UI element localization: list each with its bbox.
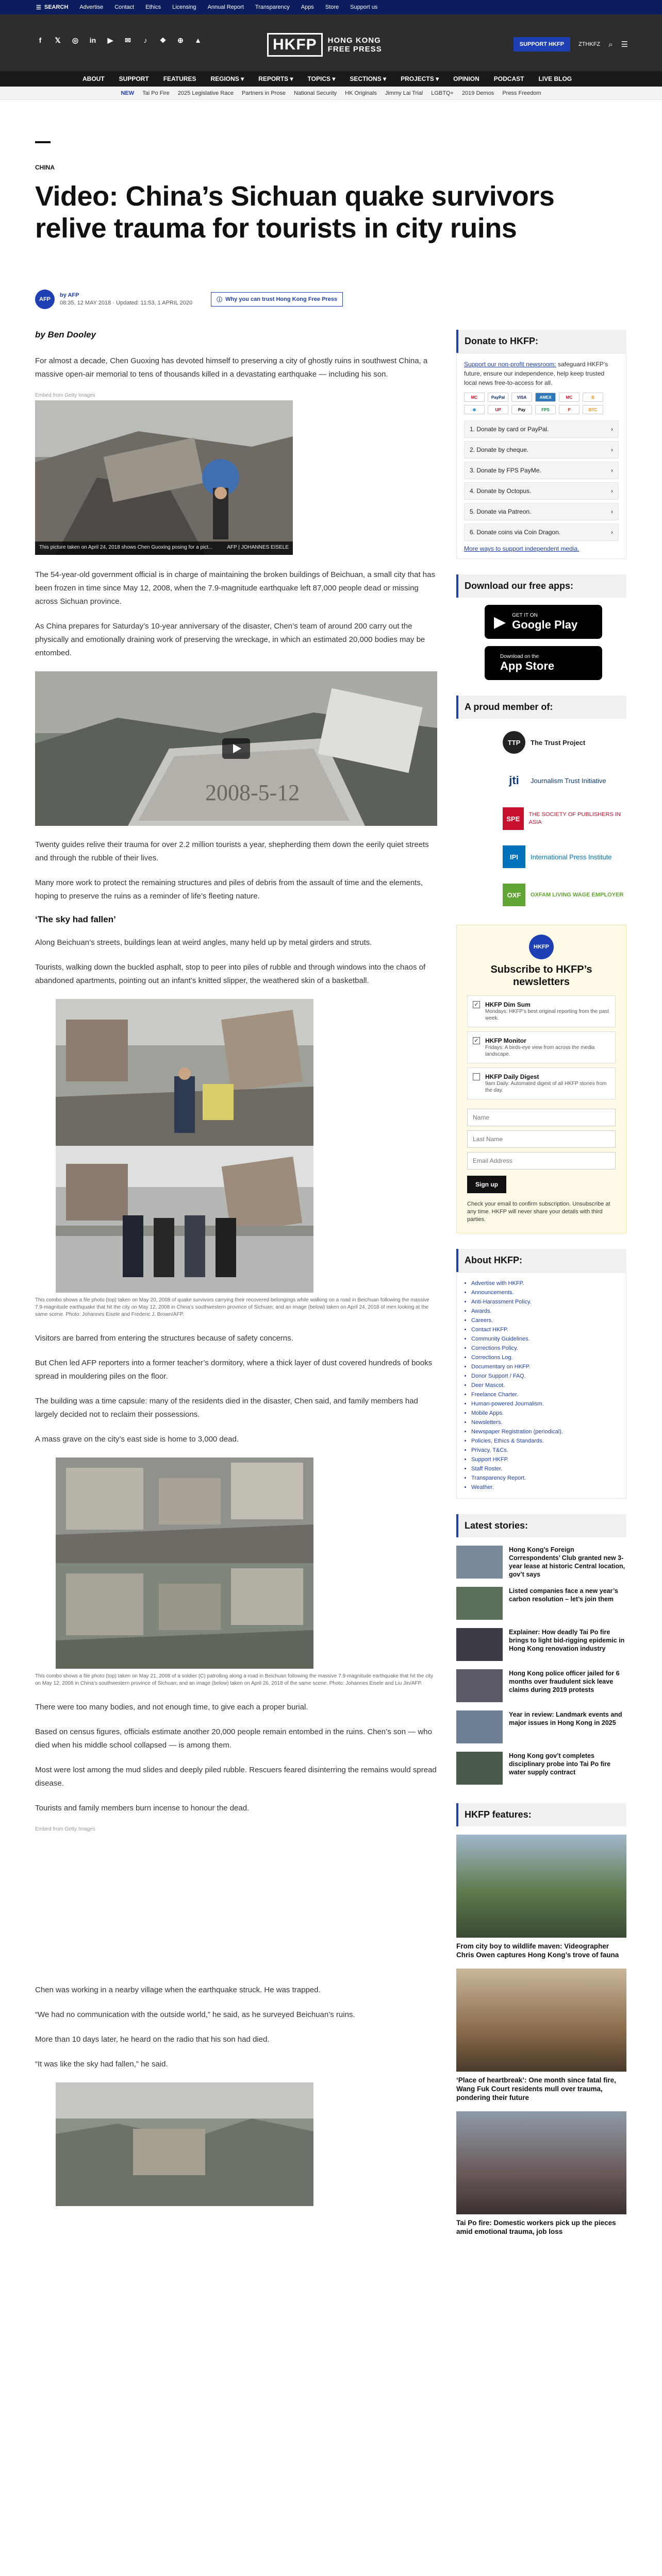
- topbar-link[interactable]: Ethics: [145, 4, 161, 10]
- youtube-icon[interactable]: ▶: [107, 36, 113, 44]
- nav-item[interactable]: ABOUT: [82, 75, 105, 82]
- trust-link[interactable]: [211, 292, 343, 307]
- newsletter-option-desc: Fridays: A birds-eye view from across the media landscape.: [485, 1045, 595, 1057]
- member-name: Journalism Trust Initiative: [531, 776, 606, 785]
- latest-story-title: Explainer: How deadly Tai Po fire brings to light bid-rigging epidemic in Hong Kong renovation industry: [509, 1629, 625, 1652]
- about-link[interactable]: • Weather.: [471, 1483, 620, 1492]
- paragraph: There were too many bodies, and not enough time, to give each a proper burial.: [35, 1703, 308, 1711]
- paragraph: A mass grave on the city’s east side is home to 3,000 dead.: [35, 1435, 239, 1444]
- trending-item[interactable]: HK Originals: [345, 90, 377, 96]
- nav-item[interactable]: FEATURES: [163, 75, 196, 82]
- member-name: International Press Institute: [531, 853, 612, 861]
- about-link[interactable]: • Community Guidelines.: [471, 1334, 620, 1344]
- tiktok-icon[interactable]: ♪: [143, 36, 147, 44]
- topbar-link[interactable]: Annual Report: [207, 4, 244, 10]
- about-link[interactable]: • Deer Mascot.: [471, 1381, 620, 1390]
- latest-story[interactable]: [456, 1669, 626, 1702]
- about-link[interactable]: • Privacy, T&Cs.: [471, 1446, 620, 1455]
- donate-option[interactable]: [464, 420, 619, 438]
- latest-thumb: [456, 1546, 503, 1579]
- feature-image: [456, 1835, 626, 1938]
- about-link[interactable]: • Mobile Apps.: [471, 1409, 620, 1418]
- newsletter-logo: HKFP: [529, 935, 554, 959]
- about-link[interactable]: • Newspaper Registration (periodical).: [471, 1427, 620, 1436]
- about-link[interactable]: • Corrections Policy.: [471, 1344, 620, 1353]
- about-link[interactable]: • Advertise with HKFP.: [471, 1279, 620, 1288]
- embed-credit: Embed from Getty Images: [35, 1826, 95, 1832]
- member-name: The Trust Project: [531, 738, 586, 747]
- nav-item[interactable]: PODCAST: [493, 75, 524, 82]
- photo-inner-caption: [35, 541, 293, 555]
- paragraph: “It was like the sky had fallen,” he said.: [35, 2060, 168, 2069]
- newsletter-signup: [456, 925, 626, 1233]
- paragraph: “We had no communication with the outside world,” he said, as he surveyed Beichuan’s ruins.: [35, 2010, 355, 2019]
- paragraph: Tourists, walking down the buckled asphalt, stop to peer into piles of rubble and through windows into the chaos of abandoned apartments, pointing out an infant’s knitted slipper, the weathered skin of a basketball.: [35, 963, 426, 985]
- bluesky-icon[interactable]: ▲: [194, 36, 202, 44]
- latest-story-title: Listed companies face a new year’s carbon resolution – let’s join them: [509, 1587, 618, 1603]
- trust-link-label: Why you can trust Hong Kong Free Press: [225, 296, 338, 302]
- apps-title: Download our free apps:: [456, 574, 626, 598]
- byline-date: 08:35, 12 MAY 2018: [60, 300, 111, 306]
- paragraph: Visitors are barred from entering the structures because of safety concerns.: [35, 1334, 293, 1343]
- jti-logo: jti: [509, 774, 519, 787]
- topbar-link[interactable]: Licensing: [172, 4, 196, 10]
- byline-updated: Updated: 11:53, 1 APRIL 2020: [116, 300, 193, 306]
- about-link[interactable]: • Awards.: [471, 1307, 620, 1316]
- payment-methods: [464, 393, 619, 414]
- feature-title: ‘Place of heartbreak’: One month since fatal fire, Wang Fuk Court residents mull over trauma, pondering their future: [456, 2076, 616, 2102]
- donate-option[interactable]: [464, 441, 619, 459]
- email-input[interactable]: [467, 1152, 616, 1170]
- nav-item[interactable]: OPINION: [453, 75, 479, 82]
- donate-option-label: 5. Donate via Patreon.: [470, 508, 532, 515]
- topbar-link[interactable]: Advertise: [79, 4, 104, 10]
- topbar-search-label: SEARCH: [44, 4, 69, 10]
- newsletter-option-name: HKFP Monitor: [485, 1037, 526, 1044]
- checkbox[interactable]: ✓: [473, 1037, 480, 1044]
- about-link[interactable]: • Documentary on HKFP.: [471, 1362, 620, 1371]
- about-link[interactable]: • Careers.: [471, 1316, 620, 1325]
- google-play-big: Google Play: [512, 618, 578, 631]
- feature-story[interactable]: [456, 1835, 626, 1959]
- paragraph: More than 10 days later, he heard on the radio that his son had died.: [35, 2035, 270, 2044]
- trending-label: NEW: [121, 90, 135, 96]
- hamburger-icon: ☰: [36, 4, 41, 11]
- logo-mark: HKFP: [267, 33, 323, 57]
- latest-thumb: [456, 1587, 503, 1620]
- nav-item[interactable]: REPORTS ▾: [258, 75, 293, 82]
- about-link[interactable]: • Transparency Report.: [471, 1473, 620, 1483]
- member-name: THE SOCIETY OF PUBLISHERS IN ASIA: [528, 811, 621, 825]
- donate-option-label: 6. Donate coins via Coin Dragon.: [470, 529, 561, 536]
- about-links: [456, 1272, 626, 1499]
- trending-item[interactable]: LGBTQ+: [431, 90, 454, 96]
- about-link[interactable]: • Announcements.: [471, 1288, 620, 1297]
- oxfam-logo: OXF: [503, 884, 525, 906]
- article-body: [35, 330, 437, 2206]
- latest-story-title: Hong Kong’s Foreign Correspondents’ Club granted new 3-year lease at historic Central location, gov’t says: [509, 1546, 625, 1578]
- trending-item[interactable]: Press Freedom: [502, 90, 541, 96]
- combo-photo-1[interactable]: [56, 999, 313, 1293]
- newsletter-option-desc: 9am Daily: Automated digest of all HKFP stories from the day.: [485, 1081, 607, 1093]
- feature-story[interactable]: [456, 1969, 626, 2102]
- chevron-right-icon: ›: [611, 487, 613, 495]
- chevron-right-icon: ›: [611, 508, 613, 515]
- video-player[interactable]: [35, 671, 437, 826]
- paypal-icon: PayPal: [488, 393, 508, 402]
- latest-story-title: Hong Kong police officer jailed for 6 months over fraudulent sick leave claims during 2019 protests: [509, 1670, 620, 1693]
- header-actions: [514, 37, 628, 52]
- apple-pay-icon: Pay: [511, 405, 532, 414]
- logo-subtitle-2: FREE PRESS: [327, 45, 382, 54]
- paragraph: Chen was working in a nearby village when the earthquake struck. He was trapped.: [35, 1986, 321, 1994]
- payme-icon: P: [559, 405, 580, 414]
- facebook-icon[interactable]: f: [39, 36, 42, 44]
- crypto-icon: BTC: [583, 405, 603, 414]
- app-store-small: Download on the: [500, 653, 539, 659]
- about-link[interactable]: • Anti-Harassment Policy.: [471, 1297, 620, 1307]
- logo-subtitle-1: HONG KONG: [327, 36, 381, 45]
- menu-icon[interactable]: ☰: [621, 40, 628, 49]
- info-icon: ⓘ: [217, 297, 223, 303]
- app-store-button[interactable]: [485, 646, 602, 680]
- chevron-right-icon: ›: [611, 426, 613, 433]
- trending-item[interactable]: 2025 Legislative Race: [177, 90, 234, 96]
- combo-photo-2[interactable]: [56, 1458, 313, 1669]
- maestro-icon: MC: [559, 393, 580, 402]
- category-rule: [35, 141, 51, 143]
- newsletter-option[interactable]: [467, 1067, 616, 1099]
- trending-item[interactable]: Partners in Prose: [241, 90, 286, 96]
- donate-option[interactable]: [464, 523, 619, 541]
- combo-photo-2-image: [56, 1458, 313, 1669]
- nav-item[interactable]: LIVE BLOG: [538, 75, 572, 82]
- photo-caption: This combo shows a file photo (top) taken on May 21, 2008 of a soldier (C) patrolling along a road in Beichuan following the massive 7.9-magnitude earthquake that hit the city on May 12, 2008 in China’s southwestern province of Sichuan; and an image (below) taken on April 26, 2018 of the same scene. Photo: Johannes Eisele and Liu Jin/AFP.: [35, 1673, 434, 1686]
- trending-item[interactable]: Tai Po Fire: [142, 90, 170, 96]
- photo-chen-guoxing[interactable]: [35, 400, 293, 555]
- name-input[interactable]: [467, 1109, 616, 1126]
- author-avatar: AFP: [35, 290, 55, 309]
- newsletter-title: Subscribe to HKFP’s newsletters: [490, 964, 592, 988]
- latest-thumb: [456, 1710, 503, 1743]
- google-play-small: GET IT ON: [512, 612, 538, 618]
- combo-photo-1-image: [56, 999, 313, 1293]
- photo-inner-caption-text: This picture taken on April 24, 2018 shows Chen Guoxing posing for a pict...: [39, 545, 213, 550]
- donate-box: [456, 353, 626, 559]
- donate-option-label: 4. Donate by Octopus.: [470, 487, 532, 495]
- latest-story[interactable]: [456, 1546, 626, 1579]
- about-link[interactable]: • Donor Support / FAQ.: [471, 1371, 620, 1381]
- trending-item[interactable]: Jimmy Lai Trial: [385, 90, 423, 96]
- member-jti[interactable]: [503, 766, 626, 795]
- ipi-logo: IPI: [503, 845, 525, 868]
- more-ways-link[interactable]: More ways to support independent media.: [464, 545, 580, 552]
- donate-option-label: 2. Donate by cheque.: [470, 446, 529, 453]
- latest-story-title: Year in review: Landmark events and major issues in Hong Kong in 2025: [509, 1711, 622, 1726]
- photo-image: [35, 400, 293, 555]
- newsletter-option-name: HKFP Dim Sum: [485, 1001, 531, 1008]
- about-link[interactable]: • Corrections Log.: [471, 1353, 620, 1362]
- topbar-link[interactable]: Contact: [114, 4, 135, 10]
- checkbox[interactable]: [473, 1073, 480, 1080]
- latest-story[interactable]: [456, 1710, 626, 1743]
- newsletter-option-name: HKFP Daily Digest: [485, 1073, 539, 1080]
- newsletter-option[interactable]: [467, 995, 616, 1027]
- topbar-link[interactable]: Apps: [301, 4, 314, 10]
- diners-icon: ⊕: [464, 405, 485, 414]
- bitcoin-b-icon: B: [583, 393, 603, 402]
- byline-author[interactable]: by AFP: [60, 292, 79, 298]
- linkedin-icon[interactable]: in: [89, 36, 96, 44]
- visa-icon: VISA: [511, 393, 532, 402]
- chevron-right-icon: ›: [611, 446, 613, 453]
- topbar-link[interactable]: Transparency: [255, 4, 290, 10]
- paragraph: For almost a decade, Chen Guoxing has devoted himself to preserving a city of ghostly ruins in southwest China, a massive open-air memorial to tens of thousands killed in a devastating earthquake — including his son.: [35, 357, 428, 379]
- x-twitter-icon[interactable]: 𝕏: [55, 36, 61, 44]
- donate-option[interactable]: [464, 462, 619, 479]
- donate-intro-text: safeguard HKFP’s future, ensure our independence, help keep trusted local news free-to-access for all.: [464, 361, 608, 386]
- paragraph: The building was a time capsule: many of the residents died in the disaster, Chen said, and family members had largely decided not to reclaim their possessions.: [35, 1397, 418, 1419]
- byline: [35, 290, 343, 309]
- topbar-link[interactable]: Support us: [350, 4, 378, 10]
- latest-story[interactable]: [456, 1752, 626, 1785]
- embed-credit: Embed from Getty Images: [35, 393, 95, 398]
- donate-title: Donate to HKFP:: [456, 330, 626, 353]
- main-nav: [0, 71, 662, 87]
- nav-item[interactable]: SUPPORT: [119, 75, 149, 82]
- paragraph: Tourists and family members burn incense to honour the dead.: [35, 1804, 250, 1812]
- paragraph: Based on census figures, officials estimate another 20,000 people remain entombed in the ruins. Chen’s son — who died when his middle school collapsed — is among them.: [35, 1727, 432, 1750]
- chevron-right-icon: ›: [611, 467, 613, 474]
- search-icon[interactable]: ⌕: [608, 40, 613, 49]
- member-title: A proud member of:: [456, 696, 626, 719]
- about-link[interactable]: • Freelance Charter.: [471, 1390, 620, 1399]
- trust-project-logo: TTP: [503, 731, 525, 754]
- site-header: [0, 14, 662, 71]
- paragraph: As China prepares for Saturday’s 10-year anniversary of the disaster, Chen’s team of around 200 carry out the physically and emotionally draining work of preserving the wreckage, in which an estimated 20,000 bodies may be entombed.: [35, 622, 425, 657]
- embed-placeholder: [35, 1834, 437, 1984]
- latest-story[interactable]: [456, 1628, 626, 1661]
- paragraph: Twenty guides relive their trauma for over 2.2 million tourists a year, shepherding them down the eerily quiet streets and through the rubble of their lives.: [35, 840, 429, 862]
- play-icon[interactable]: [222, 738, 250, 759]
- language-switch[interactable]: ZTHKFZ: [578, 41, 601, 47]
- paragraph: Along Beichuan’s streets, buildings lean at weird angles, many held up by metal girders and struts.: [35, 938, 372, 947]
- byline-text: by AFP 08:35, 12 MAY 2018 · Updated: 11:53, 1 APRIL 2020: [60, 292, 193, 306]
- social-links: [35, 35, 203, 45]
- telegram-icon[interactable]: ✉: [125, 36, 131, 44]
- trending-bar: [0, 87, 662, 100]
- photo-agency: AFP | JOHANNES EISELE: [227, 545, 289, 550]
- app-store-big: App Store: [500, 659, 555, 672]
- article-category[interactable]: CHINA: [35, 164, 55, 171]
- mastercard-icon: MC: [464, 393, 485, 402]
- about-link[interactable]: • Newsletters.: [471, 1418, 620, 1427]
- latest-thumb: [456, 1628, 503, 1661]
- sidebar: [456, 330, 626, 2245]
- about-link[interactable]: • Human-powered Journalism.: [471, 1399, 620, 1409]
- latest-title: Latest stories:: [456, 1514, 626, 1537]
- nav-item[interactable]: PROJECTS ▾: [401, 75, 439, 82]
- mastodon-icon[interactable]: ⊕: [177, 36, 184, 44]
- member-trust-project[interactable]: [503, 728, 626, 757]
- nav-item[interactable]: SECTIONS ▾: [350, 75, 387, 82]
- feature-title: Tai Po fire: Domestic workers pick up the pieces amid emotional trauma, job loss: [456, 2219, 616, 2235]
- about-link[interactable]: • Support HKFP.: [471, 1455, 620, 1464]
- unionpay-icon: UP: [488, 405, 508, 414]
- latest-story-title: Hong Kong gov’t completes disciplinary probe into Tai Po fire water supply contract: [509, 1752, 611, 1776]
- last-name-input[interactable]: [467, 1130, 616, 1148]
- nav-item[interactable]: REGIONS ▾: [210, 75, 244, 82]
- chevron-right-icon: ›: [611, 529, 613, 536]
- photo-caption: This combo shows a file photo (top) taken on May 20, 2008 of quake survivors carrying their recovered belongings while walking on a road in Beichuan following the massive 7.9-magnitude earthquake that hit the city on May 12, 2008 in China’s southwestern province of Sichuan; and an image (below) taken on April 24, 2018 of men looking at the same scene. Photo: Johannes Eisele and Frederic J. Brown/AFP.: [35, 1297, 429, 1317]
- latest-thumb: [456, 1669, 503, 1702]
- paragraph: Many more work to protect the remaining structures and piles of debris from the assault of time and the elements, hoping to preserve the ruins as a reminder of life’s fleeting nature.: [35, 878, 423, 901]
- paragraph: But Chen led AFP reporters into a former teacher’s dormitory, where a thick layer of dust covered hundreds of books spread in mouldering piles on the floor.: [35, 1359, 433, 1381]
- google-play-button[interactable]: [485, 605, 602, 639]
- donate-intro: [464, 360, 619, 387]
- topbar-search-link[interactable]: [36, 4, 68, 11]
- about-link[interactable]: • Policies, Ethics & Standards.: [471, 1436, 620, 1446]
- video-date-carving: 2008-5-12: [205, 780, 300, 805]
- donate-option-label: 1. Donate by card or PayPal.: [470, 426, 549, 433]
- latest-story[interactable]: [456, 1587, 626, 1620]
- instagram-icon[interactable]: ◎: [72, 36, 79, 44]
- about-link[interactable]: • Staff Roster.: [471, 1464, 620, 1473]
- newsletter-note: Check your email to confirm subscription. Unsubscribe at any time. HKFP will never share your details with third parties.: [467, 1201, 610, 1223]
- trending-item[interactable]: 2019 Demos: [461, 90, 494, 96]
- trending-item[interactable]: National Security: [293, 90, 337, 96]
- newsletter-option-desc: Mondays: HKFP’s best original reporting from the past week.: [485, 1009, 609, 1021]
- nav-item[interactable]: TOPICS ▾: [307, 75, 336, 82]
- feature-image: [456, 1969, 626, 2072]
- about-link[interactable]: • Contact HKFP.: [471, 1325, 620, 1334]
- sopa-logo: SPE: [503, 807, 524, 830]
- threads-icon[interactable]: ❖: [159, 36, 167, 44]
- site-logo[interactable]: [267, 33, 382, 57]
- member-sopa[interactable]: [503, 804, 626, 833]
- article-author: by Ben Dooley: [35, 330, 96, 340]
- member-ipi[interactable]: [503, 842, 626, 871]
- sign-up-button[interactable]: Sign up: [467, 1176, 506, 1193]
- top-utility-bar: [0, 0, 662, 14]
- about-title: About HKFP:: [456, 1249, 626, 1272]
- donate-intro-link[interactable]: Support our non-profit newsroom:: [464, 361, 556, 368]
- newsletter-option[interactable]: [467, 1031, 616, 1063]
- google-play-icon: ▶: [494, 613, 506, 631]
- feature-story[interactable]: [456, 2111, 626, 2236]
- section-subhead: ‘The sky had fallen’: [35, 914, 116, 924]
- feature-title: From city boy to wildlife maven: Videographer Chris Owen captures Hong Kong’s trove of fauna: [456, 1942, 619, 1959]
- fps-icon: FPS: [535, 405, 556, 414]
- paragraph: The 54-year-old government official is in charge of maintaining the broken buildings of Beichuan, a small city that has been frozen in time since May 12, 2008, when the 7.9-magnitude earthquake left 87,000 people dead or missing across Sichuan province.: [35, 570, 435, 606]
- amex-icon: AMEX: [535, 393, 556, 402]
- features-title: HKFP features:: [456, 1803, 626, 1826]
- latest-thumb: [456, 1752, 503, 1785]
- topbar-link[interactable]: Store: [325, 4, 339, 10]
- photo-ruins-image: [56, 2082, 313, 2206]
- paragraph: Most were lost among the mud slides and deeply piled rubble. Rescuers feared disinterring the remains would spread disease.: [35, 1766, 437, 1788]
- donate-option-label: 3. Donate by FPS PayMe.: [470, 467, 541, 474]
- article-title: Video: China’s Sichuan quake survivors relive trauma for tourists in city ruins: [35, 181, 555, 244]
- member-oxfam[interactable]: [503, 880, 626, 909]
- checkbox[interactable]: ✓: [473, 1001, 480, 1008]
- photo-ruins-bottom[interactable]: [56, 2082, 313, 2206]
- feature-image: [456, 2111, 626, 2214]
- support-hkfp-button[interactable]: SUPPORT HKFP: [514, 37, 570, 52]
- donate-option[interactable]: [464, 503, 619, 520]
- donate-option[interactable]: [464, 482, 619, 500]
- member-name: OXFAM LIVING WAGE EMPLOYER: [531, 891, 624, 898]
